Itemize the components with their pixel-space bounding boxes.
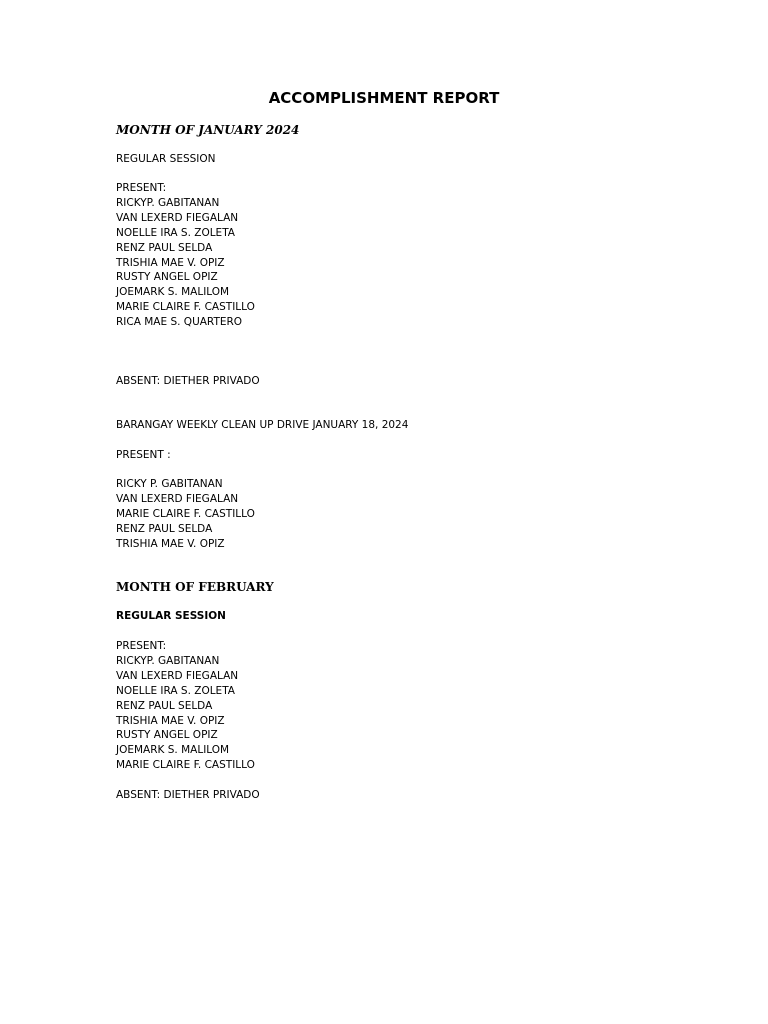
- february-present-list: [116, 654, 676, 773]
- january-present-block: [116, 181, 676, 330]
- list-item: NOELLE IRA S. ZOLETA: [116, 684, 235, 697]
- january-present-label: PRESENT:: [116, 182, 167, 194]
- cleanup-present-label-block: [116, 448, 676, 463]
- list-item: VAN LEXERD FIEGALAN: [116, 669, 239, 682]
- january-heading: MONTH OF JANUARY 2024: [116, 123, 300, 137]
- list-item: RENZ PAUL SELDA: [116, 522, 213, 535]
- list-item: JOEMARK S. MALILOM: [116, 286, 230, 299]
- list-item: VAN LEXERD FIEGALAN: [116, 211, 239, 224]
- january-regular-session: [116, 152, 676, 167]
- february-absent-block: [116, 788, 676, 803]
- list-item: RICKY P. GABITANAN: [116, 478, 223, 490]
- february-present-block: [116, 639, 676, 773]
- february-present-label: PRESENT:: [116, 640, 167, 652]
- january-absent: ABSENT: DIETHER PRIVADO: [116, 375, 260, 387]
- february-session-label: REGULAR SESSION: [116, 610, 226, 622]
- report-title: ACCOMPLISHMENT REPORT: [268, 89, 500, 107]
- list-item: RUSTY ANGEL OPIZ: [116, 729, 218, 742]
- january-session-label: REGULAR SESSION: [116, 153, 216, 165]
- list-item: TRISHIA MAE V. OPIZ: [116, 537, 225, 550]
- list-item: MARIE CLAIRE F. CASTILLO: [116, 301, 255, 314]
- list-item: RICKYP. GABITANAN: [116, 196, 220, 209]
- list-item: RICKYP. GABITANAN: [116, 654, 220, 667]
- cleanup-drive-section: [116, 418, 676, 433]
- cleanup-present-block: [116, 477, 676, 552]
- list-item: RICA MAE S. QUARTERO: [116, 316, 243, 329]
- list-item: MARIE CLAIRE F. CASTILLO: [116, 507, 255, 520]
- list-item: NOELLE IRA S. ZOLETA: [116, 226, 235, 239]
- february-section: [116, 579, 676, 595]
- january-present-list: [116, 196, 676, 330]
- list-item: TRISHIA MAE V. OPIZ: [116, 714, 225, 727]
- january-absent-block: [116, 374, 676, 389]
- january-section: [116, 122, 676, 138]
- list-item: RENZ PAUL SELDA: [116, 699, 213, 712]
- list-item: TRISHIA MAE V. OPIZ: [116, 256, 225, 269]
- list-item: MARIE CLAIRE F. CASTILLO: [116, 759, 255, 772]
- list-item: JOEMARK S. MALILOM: [116, 744, 230, 757]
- cleanup-present-list: [116, 477, 676, 552]
- list-item: RUSTY ANGEL OPIZ: [116, 271, 218, 284]
- list-item: VAN LEXERD FIEGALAN: [116, 492, 239, 505]
- cleanup-heading: BARANGAY WEEKLY CLEAN UP DRIVE JANUARY 18, 2024: [116, 419, 409, 431]
- february-absent: ABSENT: DIETHER PRIVADO: [116, 789, 260, 801]
- february-regular-session: [116, 609, 676, 624]
- february-heading: MONTH OF FEBRUARY: [116, 580, 274, 594]
- list-item: RENZ PAUL SELDA: [116, 241, 213, 254]
- cleanup-present-label: PRESENT :: [116, 449, 171, 461]
